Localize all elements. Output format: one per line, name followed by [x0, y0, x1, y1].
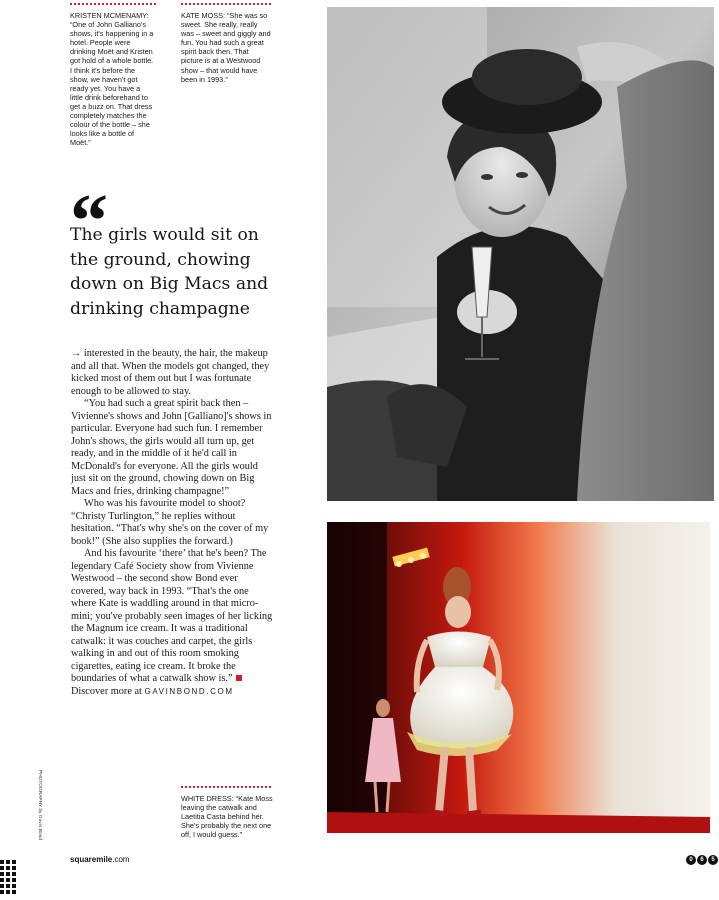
footer-site-brand: squaremile [70, 855, 113, 864]
discover-link[interactable]: GAVINBOND.COM [144, 686, 234, 696]
discover-prefix: Discover more at [71, 685, 142, 697]
caption-rule-bottom [181, 786, 271, 788]
caption-label: WHITE DRESS: [181, 794, 234, 803]
page-digit: 6 [697, 855, 707, 865]
photo-backstage-art [327, 7, 714, 501]
footer-site-tld: .com [112, 855, 130, 864]
corner-grid-icon [0, 860, 20, 900]
caption-label: KRISTEN MCMENAMY: [70, 11, 149, 20]
page-number [686, 855, 718, 865]
caption-text: “Kate Moss leaving the catwalk and Laetitia Casta behind her. She's probably the next one off, I would guess.” [181, 794, 273, 840]
quote-mark-icon: “ [70, 179, 108, 263]
photo-catwalk [327, 522, 710, 833]
body-paragraph: → interested in the beauty, the hair, the makeup and all that. When the models got changed, they kicked most of them out but I was fortunate enough to be allowed to stay. [71, 348, 270, 397]
photo-credit: PHOTOGRAPHY by Gavin Bond [37, 770, 42, 840]
photo-backstage [327, 7, 714, 501]
article-body [71, 348, 275, 698]
caption-text: “One of John Galliano's shows, it's happening in a hotel. People were drinking Moët and Kristen got hold of a whole bottle. I think it's before the show, we haven't got ready yet. You have a little drink beforehand to get a buzz on. That dress completely matches the colour of the bottle – she looks like a bottle of Moët.” [70, 20, 154, 148]
body-paragraph [71, 548, 275, 686]
discover-line [71, 686, 275, 699]
caption-text: “She was so sweet. She really, really was – sweet and giggly and fun. You had such a great spirit back then. That picture is at a Westwood show – that would have been in 1993.” [181, 11, 271, 84]
body-paragraph: Who was his favourite model to shoot? “Christy Turlington,” he replies without hesitation. “That's why she's on the cover of my book!” (She also supplies the forward.) [71, 498, 269, 547]
pull-quote: The girls would sit on the ground, chowing down on Big Macs and drinking champagne [70, 225, 269, 319]
caption-white-dress [181, 794, 273, 839]
caption-label: KATE MOSS: [181, 11, 226, 20]
footer-site[interactable] [70, 855, 130, 864]
caption-rule-left [70, 3, 156, 5]
page-digit: 0 [686, 855, 696, 865]
end-mark-icon [236, 675, 242, 681]
photo-catwalk-art [327, 522, 710, 833]
body-paragraph-text: And his favourite ‘there’ that he's been? The legendary Café Society show from Vivienne Westwood – the second show Bond ever covered, way back in 1993. “That's the one where Kate is waddling around in that micro-mini; you've probably seen images of her licking the Magnum ice cream. It was a traditional catwalk: it was couches and carpet, the girls walking in and out of this room smoking cigarettes, eating ice cream. It broke the boundaries of what a catwalk show is.” [71, 548, 273, 685]
page-digit: 5 [708, 855, 718, 865]
caption-kate-moss [181, 11, 271, 84]
body-paragraph: “You had such a great spirit back then – Vivienne's shows and John [Galliano]'s shows in particular. Everyone had such fun. I remember John's shows, the girls would all turn up, get ready, and in the middle of it he'd call in McDonald's for everyone. All the girls would just sit on the ground, chowing down on Big Macs and fries, drinking champagne!” [71, 398, 272, 497]
caption-kristen-mcmenamy [70, 11, 154, 147]
caption-rule-right [181, 3, 271, 5]
